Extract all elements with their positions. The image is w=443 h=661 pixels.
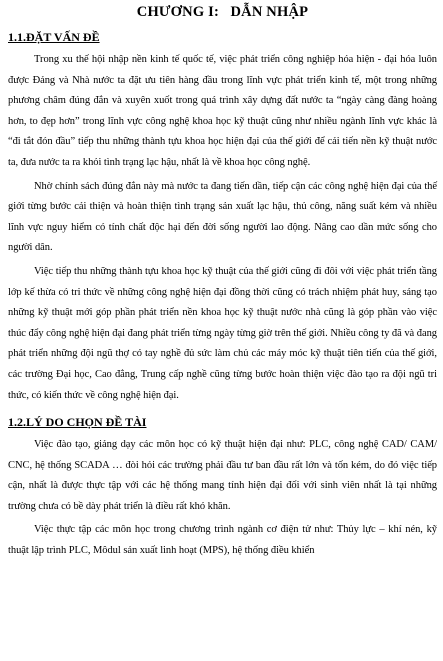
paragraph: Việc tiếp thu những thành tựu khoa học kỹ thuật của thế giới cũng đi đôi với việc phát triển tầng lớp kế thừa có tri thức về những công nghệ hiện đại đồng thời cũng có trách nhiệm phát huy, sáng tạo những kỹ thuật mới góp phần phát triển nền khoa học kỹ thuật nước nhà cũng là góp phần vào việc thúc đẩy công nghệ hiện đại đang phát triển từng ngày từng giờ trên thế giới. Nhiều công ty đã và đang phát triển những đội ngũ thợ có tay nghề đủ sức làm chủ các máy móc kỹ thuật tiên tiến của thế giới, các trường Đại học, Cao đẳng, Trung cấp nghề cũng từng bước hoàn thiện việc đào tạo ra đội ngũ tri thức, có kiến thức về công nghệ hiện đại.	[8, 265, 437, 401]
paragraph: Nhờ chính sách đúng đắn này mà nước ta đang tiến dần, tiếp cận các công nghệ hiện đại của thế giới từng bước cải thiện và hoàn thiện tình trạng sản xuất lạc hậu, thủ công, năng suất kém và nhiều lĩnh vực nguy hiểm có tính chất độc hại đến đời sống người lao động. Nâng cao dần mức sống cho người dân.	[8, 180, 437, 254]
chapter-title: CHƯƠNG I: DẪN NHẬP	[136, 4, 309, 20]
paragraph: Việc đào tạo, giảng dạy các môn học có kỹ thuật hiện đại như: PLC, công nghệ CAD/ CAM/ CNC, hệ thống SCADA … đòi hỏi các trường phải đầu tư ban đầu rất lớn và tốn kém, do đó việc tiếp cận, nhất là được thực tập với các hệ thống mang tính hiện đại đối với sinh viên nhất là tại những trường chưa có bề dày phát triển là điều rất khó khăn.	[8, 439, 437, 512]
paragraph: Việc thực tập các môn học trong chương trình ngành cơ điện tử như: Thủy lực – khí nén, kỹ thuật lập trình PLC, Môdul sản xuất linh hoạt (MPS), hệ thống điều khiển	[8, 524, 437, 557]
paragraph: Trong xu thế hội nhập nền kinh tế quốc tế, việc phát triển công nghiệp hóa hiện - đại hóa luôn được Đảng và Nhà nước ta đặt ưu tiên hàng đầu trong lĩnh vực phát triển kinh tế, một trong những phương châm đúng đắn và xuyên xuốt trong quá trình xây dựng đất nước ta “ngày càng đàng hoàng hơn, to đẹp hơn” trong lĩnh vực công nghệ khoa học kỹ thuật cũng như nhiều ngành lĩnh vực khác là “đi tắt đón đầu” tiếp thu những thành tựu khoa học hiện đại của thế giới để cải tiến nền kỹ thuật nước ta, đưa nước ta ra khỏi tình trạng lạc hậu, nhất là về khoa học công nghệ.	[8, 54, 437, 168]
document-page	[0, 3, 443, 661]
section-heading: 1.1.ĐẶT VẤN ĐỀ	[8, 30, 100, 44]
section-heading: 1.2.LÝ DO CHỌN ĐỀ TÀI	[8, 415, 147, 430]
section-ly-do-chon-de-tai	[8, 415, 437, 562]
section-dat-van-de	[8, 30, 437, 406]
